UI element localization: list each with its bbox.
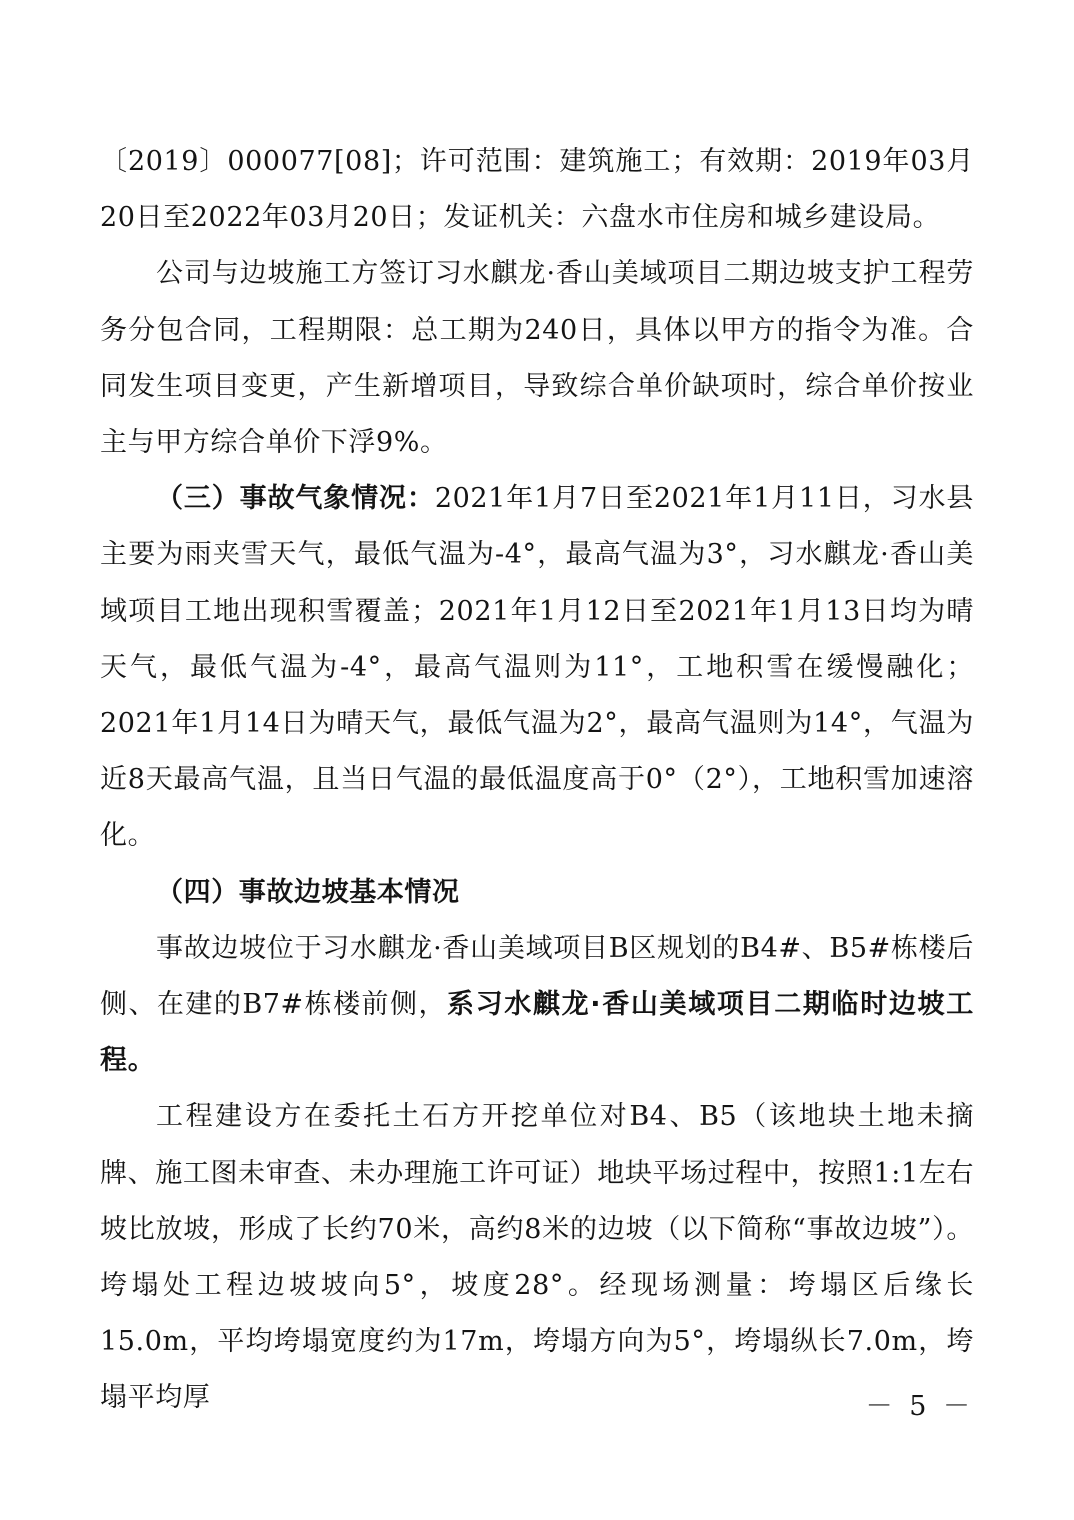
paragraph-slope-location [100,921,974,1090]
page-number: － 5 － [865,1391,974,1422]
paragraph-permit-info: 〔2019〕000077[08]；许可范围：建筑施工；有效期：2019年03月20日至2022年03月20日；发证机关：六盘水市住房和城乡建设局。 [100,146,974,234]
document-body [100,134,974,1427]
slope-location-text: 事故边坡位于习水麒龙·香山美域项目B区规划的B4#、B5#栋楼后侧、在建的B7#栋楼前侧， [100,932,974,1021]
weather-text: 2021年1月7日至2021年1月11日，习水县主要为雨夹雪天气，最低气温为-4°，最高气温为3°，习水麒龙·香山美域项目工地出现积雪覆盖；2021年1月12日至2021年1月13日均为晴天气，最低气温为-4°，最高气温则为11°，工地积雪在缓慢融化；2021年1月14日为晴天气，最低气温为2°，最高气温则为14°，气温为近8天最高气温，且当日气温的最低温度高于0°（2°），工地积雪加速溶化。 [100,483,975,852]
paragraph-contract: 公司与边坡施工方签订习水麒龙·香山美域项目二期边坡支护工程劳务分包合同，工程期限：总工期为240日，具体以甲方的指令为准。合同发生项目变更，产生新增项目，导致综合单价缺项时，综合单价按业主与甲方综合单价下浮9%。 [100,258,974,459]
paragraph-weather [100,471,974,864]
heading-slope-basics: （四）事故边坡基本情况 [156,876,460,908]
heading-weather: （三）事故气象情况： [156,483,435,515]
paragraph-slope-details: 工程建设方在委托土石方开挖单位对B4、B5（该地块土地未摘牌、施工图未审查、未办理施工许可证）地块平场过程中，按照1:1左右坡比放坡，形成了长约70米，高约8米的边坡（以下简称“事故边坡”）。垮塌处工程边坡坡向5°，坡度28°。经现场测量：垮塌区后缘长15.0m，平均垮塌宽度约为17m，垮塌方向为5°，垮塌纵长7.0m，垮塌平均厚 [100,1101,974,1414]
slope-location-emphasis: 系习水麒龙·香山美域项目二期临时边坡工程。 [100,989,974,1077]
